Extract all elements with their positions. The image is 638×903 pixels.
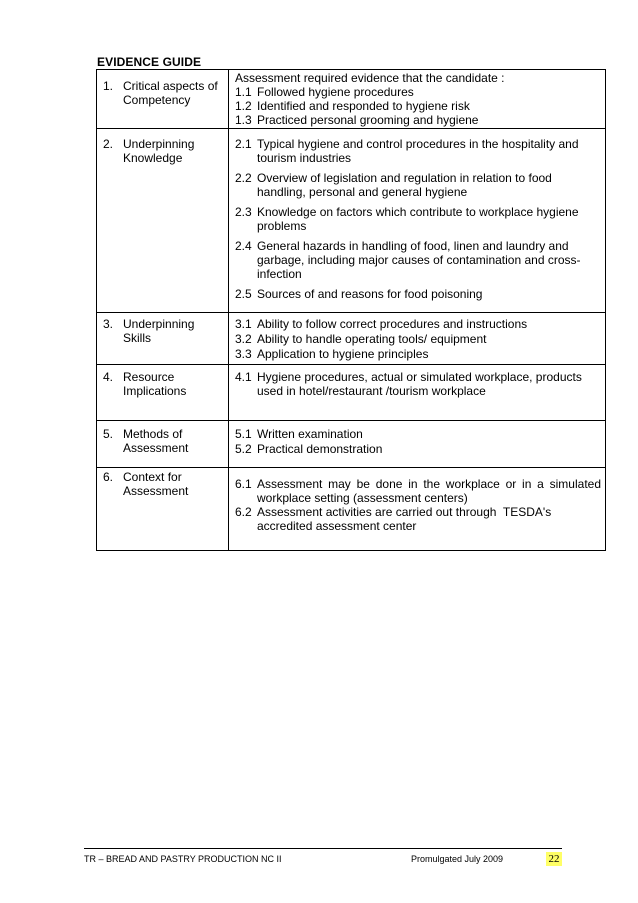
item-number: 2.1 [235,137,252,151]
list-item [235,113,601,127]
row-label-cell [97,70,229,129]
list-item [235,99,601,113]
table-row-resource-implications [97,365,606,421]
row-label-cell [97,129,229,313]
item-text: Ability to follow correct procedures and instructions [257,317,528,331]
list-item [235,317,601,331]
item-text: Followed hygiene procedures [257,85,414,99]
item-number: 3.1 [235,317,252,331]
item-text: Practical demonstration [257,442,383,456]
item-text: Practiced personal grooming and hygiene [257,113,479,127]
list-item [235,239,601,281]
row-label: Critical aspects of Competency [123,79,218,107]
item-number: 5.2 [235,442,252,456]
row-content-cell [229,468,606,551]
row-number: 2. [103,137,114,151]
table-row-underpinning-knowledge [97,129,606,313]
item-text: Sources of and reasons for food poisoning [257,287,483,301]
page-number: 22 [546,852,562,866]
item-text: Overview of legislation and regulation in relation to food handling, personal and general hygiene [257,171,552,199]
item-number: 3.2 [235,332,252,346]
row-label-cell [97,421,229,468]
section-heading: EVIDENCE GUIDE [97,55,202,69]
list-item [235,442,601,456]
item-number: 1.3 [235,113,252,127]
row-number: 6. [103,470,114,484]
item-text: Assessment may be done in the workplace or in a simulated workplace setting (assessment centers) [257,477,601,505]
evidence-guide-table [96,69,606,551]
item-text: Identified and responded to hygiene risk [257,99,470,113]
item-number: 3.3 [235,347,252,361]
item-number: 2.2 [235,171,252,185]
row-label-cell [97,313,229,365]
row-content-cell [229,365,606,421]
list-item [235,347,601,361]
item-number: 5.1 [235,427,252,441]
list-item [235,287,601,301]
row-label: Resource Implications [123,370,187,398]
footer-promulgated-date: Promulgated July 2009 [411,854,504,864]
item-text: Application to hygiene principles [257,347,429,361]
table-row-critical-aspects [97,70,606,129]
page-footer [84,852,562,866]
row-content-cell [229,70,606,129]
row-intro: Assessment required evidence that the candidate : [235,71,505,85]
list-item [235,427,601,441]
row-label-cell [97,365,229,421]
item-number: 2.3 [235,205,252,219]
list-item [235,477,601,505]
table-row-methods-of-assessment [97,421,606,468]
item-text: Ability to handle operating tools/ equipment [257,332,487,346]
item-text: Hygiene procedures, actual or simulated workplace, products used in hotel/restaurant /tourism workplace [257,370,582,398]
list-item [235,205,601,233]
table-row-underpinning-skills [97,313,606,365]
row-number: 1. [103,79,114,93]
item-number: 1.2 [235,99,252,113]
item-text: Assessment activities are carried out through TESDA's accredited assessment center [257,505,555,533]
row-label: Context for Assessment [123,470,189,498]
row-number: 3. [103,317,114,331]
list-item [235,171,601,199]
row-label: Methods of Assessment [123,427,189,455]
list-item [235,137,601,165]
row-content-cell [229,313,606,365]
item-text: Knowledge on factors which contribute to workplace hygiene problems [257,205,579,233]
list-item [235,370,601,398]
list-item [235,85,601,99]
item-number: 6.1 [235,477,252,491]
row-label: Underpinning Skills [123,317,195,345]
footer-divider [84,848,562,849]
item-text: Written examination [257,427,363,441]
row-label-cell [97,468,229,551]
item-number: 4.1 [235,370,252,384]
item-text: Typical hygiene and control procedures in the hospitality and tourism industries [257,137,579,165]
item-text: General hazards in handling of food, linen and laundry and garbage, including major causes of contamination and cross-infection [257,239,581,281]
row-content-cell [229,129,606,313]
row-number: 5. [103,427,114,441]
item-number: 6.2 [235,505,252,519]
list-item [235,332,601,346]
item-number: 2.5 [235,287,252,301]
row-label: Underpinning Knowledge [123,137,195,165]
list-item [235,505,601,533]
item-number: 2.4 [235,239,252,253]
row-content-cell [229,421,606,468]
table-row-context-for-assessment [97,468,606,551]
row-number: 4. [103,370,114,384]
footer-document-title: TR – BREAD AND PASTRY PRODUCTION NC II [84,854,282,864]
item-number: 1.1 [235,85,252,99]
